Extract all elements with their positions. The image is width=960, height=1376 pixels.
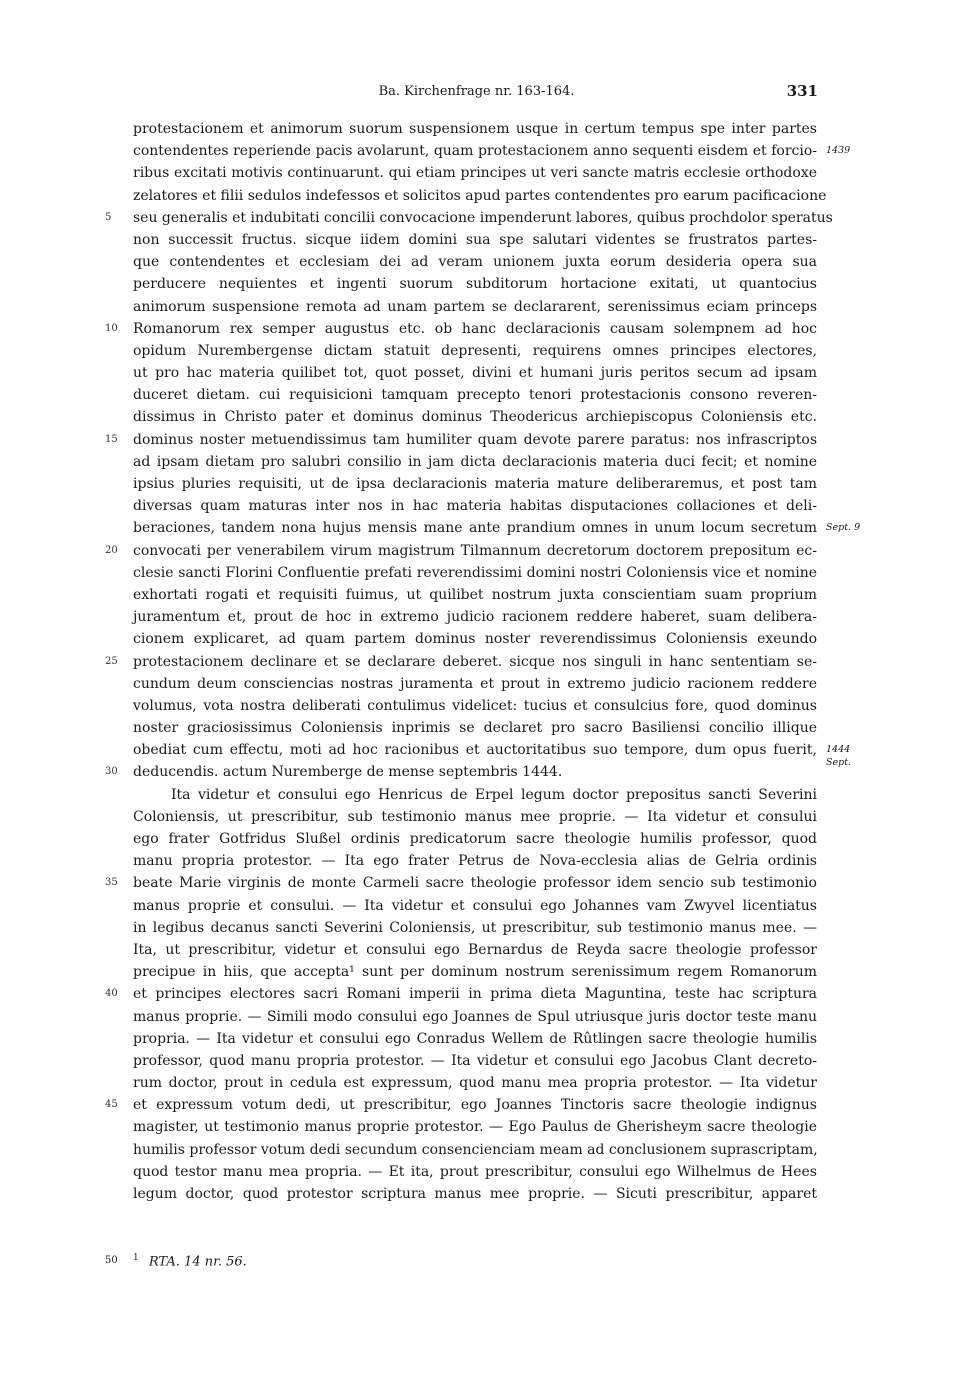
line-text: manus proprie et consului. — Ita videtur et consului ego Johannes vam Zwyvel licentiatus <box>133 897 817 914</box>
text-line <box>133 140 851 162</box>
text-line <box>133 562 817 584</box>
line-text: animorum suspensione remota ad unam partem se declararent, serenissimus eciam princeps <box>133 298 817 315</box>
line-text: ego frater Gotfridus Slußel ordinis predicatorum sacre theologie humilis professor, quod <box>133 831 817 847</box>
text-line <box>133 473 817 495</box>
line-text: opidum Nurembergense dictam statuit depresenti, requirens omnes principes electores, <box>133 342 817 359</box>
text-line <box>133 695 817 717</box>
text-line <box>133 1050 817 1072</box>
text-line <box>105 540 817 562</box>
margin-date-note: 1439 <box>826 145 851 157</box>
text-line <box>133 1183 817 1205</box>
footnote-line-number: 50 <box>105 1255 118 1266</box>
line-number: 25 <box>105 655 118 667</box>
line-text: precipue in hiis, que accepta¹ sunt per dominum nostrum serenissimum regem Romanorum <box>133 964 817 981</box>
line-number: 40 <box>105 988 118 1000</box>
text-line <box>105 207 833 229</box>
text-line <box>133 628 817 650</box>
margin-date-note: Sept. <box>826 757 852 769</box>
text-line <box>133 939 817 961</box>
text-line <box>105 318 817 340</box>
margin-date-note: Sept. 9 <box>826 522 861 534</box>
footnote-mark: 1 <box>133 1253 139 1263</box>
text-line <box>105 761 817 783</box>
text-line <box>133 739 852 769</box>
line-text: dissimus in Christo pater et dominus dominus Theodericus archiepiscopus Coloniensis etc. <box>133 409 817 426</box>
line-text: protestacionem et animorum suorum suspensionem usque in certum tempus spe inter partes <box>133 121 817 137</box>
text-line <box>133 1116 817 1138</box>
text-line <box>133 784 817 806</box>
margin-date-note: 1444 <box>826 744 851 756</box>
line-text: magister, ut testimonio manus proprie protestor. — Ego Paulus de Gherisheym sacre theologie <box>133 1119 817 1136</box>
text-line <box>133 1139 817 1161</box>
line-text: ut pro hac materia quilibet tot, quot posset, divini et humani juris peritos secum ad ipsam <box>133 365 817 382</box>
line-text: in legibus decanus sancti Severini Coloniensis, ut prescribitur, sub testimonio manus mee. — <box>133 919 817 936</box>
text-line <box>133 406 817 428</box>
line-text: rum doctor, prout in cedula est expressum, quod manu mea propria protestor. — Ita videtur <box>133 1075 817 1092</box>
line-text: que contendentes et ecclesiam dei ad veram unionem juxta eorum desideria opera sua <box>133 254 817 271</box>
line-text: non successit fructus. sicque iidem domini sua spe salutari videntes se frustratos partes- <box>133 231 817 248</box>
line-text: ipsius pluries requisiti, ut de ipsa declaracionis materia mature deliberaremus, et post tam <box>133 476 817 492</box>
line-text: protestacionem declinare et se declarare deberet. sicque nos singuli in hanc sententiam se- <box>133 653 817 670</box>
text-line <box>105 429 817 451</box>
text-line <box>133 961 817 983</box>
text-line <box>133 384 817 406</box>
line-text: manu propria protestor. — Ita ego frater Petrus de Nova-ecclesia alias de Gelria ordinis <box>133 853 817 870</box>
line-text: dominus noster metuendissimus tam humiliter quam devote parere paratus: nos infrascriptos <box>133 431 817 448</box>
line-text: juramentum et, prout de hoc in extremo judicio racionem reddere haberet, suam delibera- <box>133 609 817 626</box>
text-line <box>133 584 817 606</box>
text-line <box>105 651 817 673</box>
text-line <box>133 251 817 273</box>
text-line <box>133 340 817 362</box>
line-text: exhortati rogati et requisiti fuimus, ut quilibet nostrum juxta conscientiam suam proprium <box>133 586 817 603</box>
text-line <box>133 1072 817 1094</box>
line-text: et principes electores sacri Romani imperii in prima dieta Maguntina, teste hac scriptura <box>133 986 817 1003</box>
text-line <box>133 495 817 517</box>
line-text: Ita, ut prescribitur, videtur et consului ego Bernardus de Reyda sacre theologie professor <box>133 941 817 958</box>
text-line <box>133 917 817 939</box>
line-text: duceret dietam. cui requisicioni tamquam precepto tenori protestacionis consono reveren- <box>133 387 817 404</box>
text-line <box>133 850 817 872</box>
line-text: quod testor manu mea propria. — Et ita, prout prescribitur, consului ego Wilhelmus de Hees <box>133 1163 817 1180</box>
page-header <box>133 80 820 104</box>
line-text: seu generalis et indubitati concilii convocacione impenderunt labores, quibus prochdolor speratus <box>133 209 833 226</box>
text-line <box>133 517 861 539</box>
text-line <box>133 1161 817 1183</box>
text-line <box>133 273 817 295</box>
line-text: manus proprie. — Simili modo consului ego Joannes de Spul utriusque juris doctor teste manu <box>133 1008 817 1025</box>
running-title: Ba. Kirchenfrage nr. 163-164. <box>378 84 575 99</box>
text-line <box>133 673 817 695</box>
line-text: cundum deum consciencias nostras juramenta et prout in extremo judicio racionem reddere <box>133 675 817 692</box>
text-line <box>105 983 817 1005</box>
text-line <box>133 118 817 140</box>
line-text: noster graciosissimus Coloniensis inprimis se declaret pro sacro Basiliensi concilio illique <box>133 720 817 737</box>
line-text: propria. — Ita videtur et consului ego Conradus Wellem de Rûtlingen sacre theologie humilis <box>133 1030 817 1047</box>
line-text: beraciones, tandem nona hujus mensis mane ante prandium omnes in unum locum secretum <box>133 520 817 537</box>
text-line <box>133 806 817 828</box>
text-line <box>133 828 817 850</box>
line-text: clesie sancti Florini Confluentie prefati reverendissimi domini nostri Coloniensis vice et nomine <box>133 564 817 581</box>
line-text: Coloniensis, ut prescribitur, sub testimonio manus mee proprie. — Ita videtur et consului <box>133 808 817 825</box>
footnote-text: RTA. 14 nr. 56. <box>148 1254 247 1270</box>
text-line <box>133 895 817 917</box>
text-line <box>133 1028 817 1050</box>
page-number: 331 <box>786 82 818 100</box>
line-number: 45 <box>105 1099 118 1111</box>
text-line <box>105 1094 817 1116</box>
line-number: 10 <box>105 322 118 334</box>
text-line <box>133 717 817 739</box>
text-line <box>133 162 817 184</box>
text-line <box>105 872 817 894</box>
line-text: contendentes reperiende pacis avolarunt, quam protestacionem anno sequenti eisdem et forcio- <box>133 143 817 160</box>
text-line <box>133 1006 817 1028</box>
line-number: 5 <box>105 211 112 223</box>
line-text: Romanorum rex semper augustus etc. ob hanc declaracionis causam solempnem ad hoc <box>133 320 817 337</box>
line-text: volumus, vota nostra deliberati contulimus videlicet: tucius et consulcius fore, quod dominus <box>133 697 817 714</box>
line-number: 30 <box>105 766 118 778</box>
line-number: 15 <box>105 433 118 445</box>
line-text: convocati per venerabilem virum magistrum Tilmannum decretorum doctorem prepositum ec- <box>133 542 817 559</box>
line-text: humilis professor votum dedi secundum consencienciam meam ad conclusionem suprascriptam, <box>133 1141 818 1158</box>
line-text: beate Marie virginis de monte Carmeli sacre theologie professor idem sencio sub testimonio <box>133 875 817 892</box>
line-text: diversas quam maturas inter nos in hac materia habitas disputaciones collaciones et deli- <box>133 498 817 515</box>
line-number: 35 <box>105 877 118 889</box>
text-line <box>133 296 817 318</box>
text-line <box>133 229 817 251</box>
text-line <box>133 606 817 628</box>
footnote <box>105 1253 817 1273</box>
line-number: 20 <box>105 544 118 556</box>
main-text <box>105 118 861 1205</box>
line-text: obediat cum effectu, moti ad hoc racionibus et auctoritatibus suo tempore, dum opus fuerit, <box>133 742 817 759</box>
line-text: ad ipsam dietam pro salubri consilio in jam dicta declaracionis materia duci fecit; et nomine <box>133 453 817 470</box>
line-text: legum doctor, quod protestor scriptura manus mee proprie. — Sicuti prescribitur, apparet <box>133 1186 817 1202</box>
line-text: et expressum votum dedi, ut prescribitur, ego Joannes Tinctoris sacre theologie indignus <box>133 1097 817 1114</box>
text-line <box>133 451 817 473</box>
line-text: Ita videtur et consului ego Henricus de Erpel legum doctor prepositus sancti Severini <box>171 786 817 803</box>
line-text: professor, quod manu propria protestor. — Ita videtur et consului ego Jacobus Clant decreto- <box>133 1052 817 1069</box>
line-text: zelatores et filii sedulos indefessos et solicitos apud partes contendentes pro earum pacificacione <box>133 187 827 204</box>
text-line <box>133 185 827 207</box>
text-line <box>133 362 817 384</box>
line-text: perducere nequientes et ingenti suorum subditorum hortacione exitati, ut quantocius <box>133 276 817 293</box>
line-text: cionem explicaret, ad quam partem dominus noster reverendissimus Coloniensis exeundo <box>133 631 817 648</box>
line-text: deducendis. actum Nuremberge de mense septembris 1444. <box>133 764 563 781</box>
line-text: ribus excitati motivis continuarunt. qui etiam principes ut veri sancte matris ecclesie orthodoxe <box>133 165 817 182</box>
